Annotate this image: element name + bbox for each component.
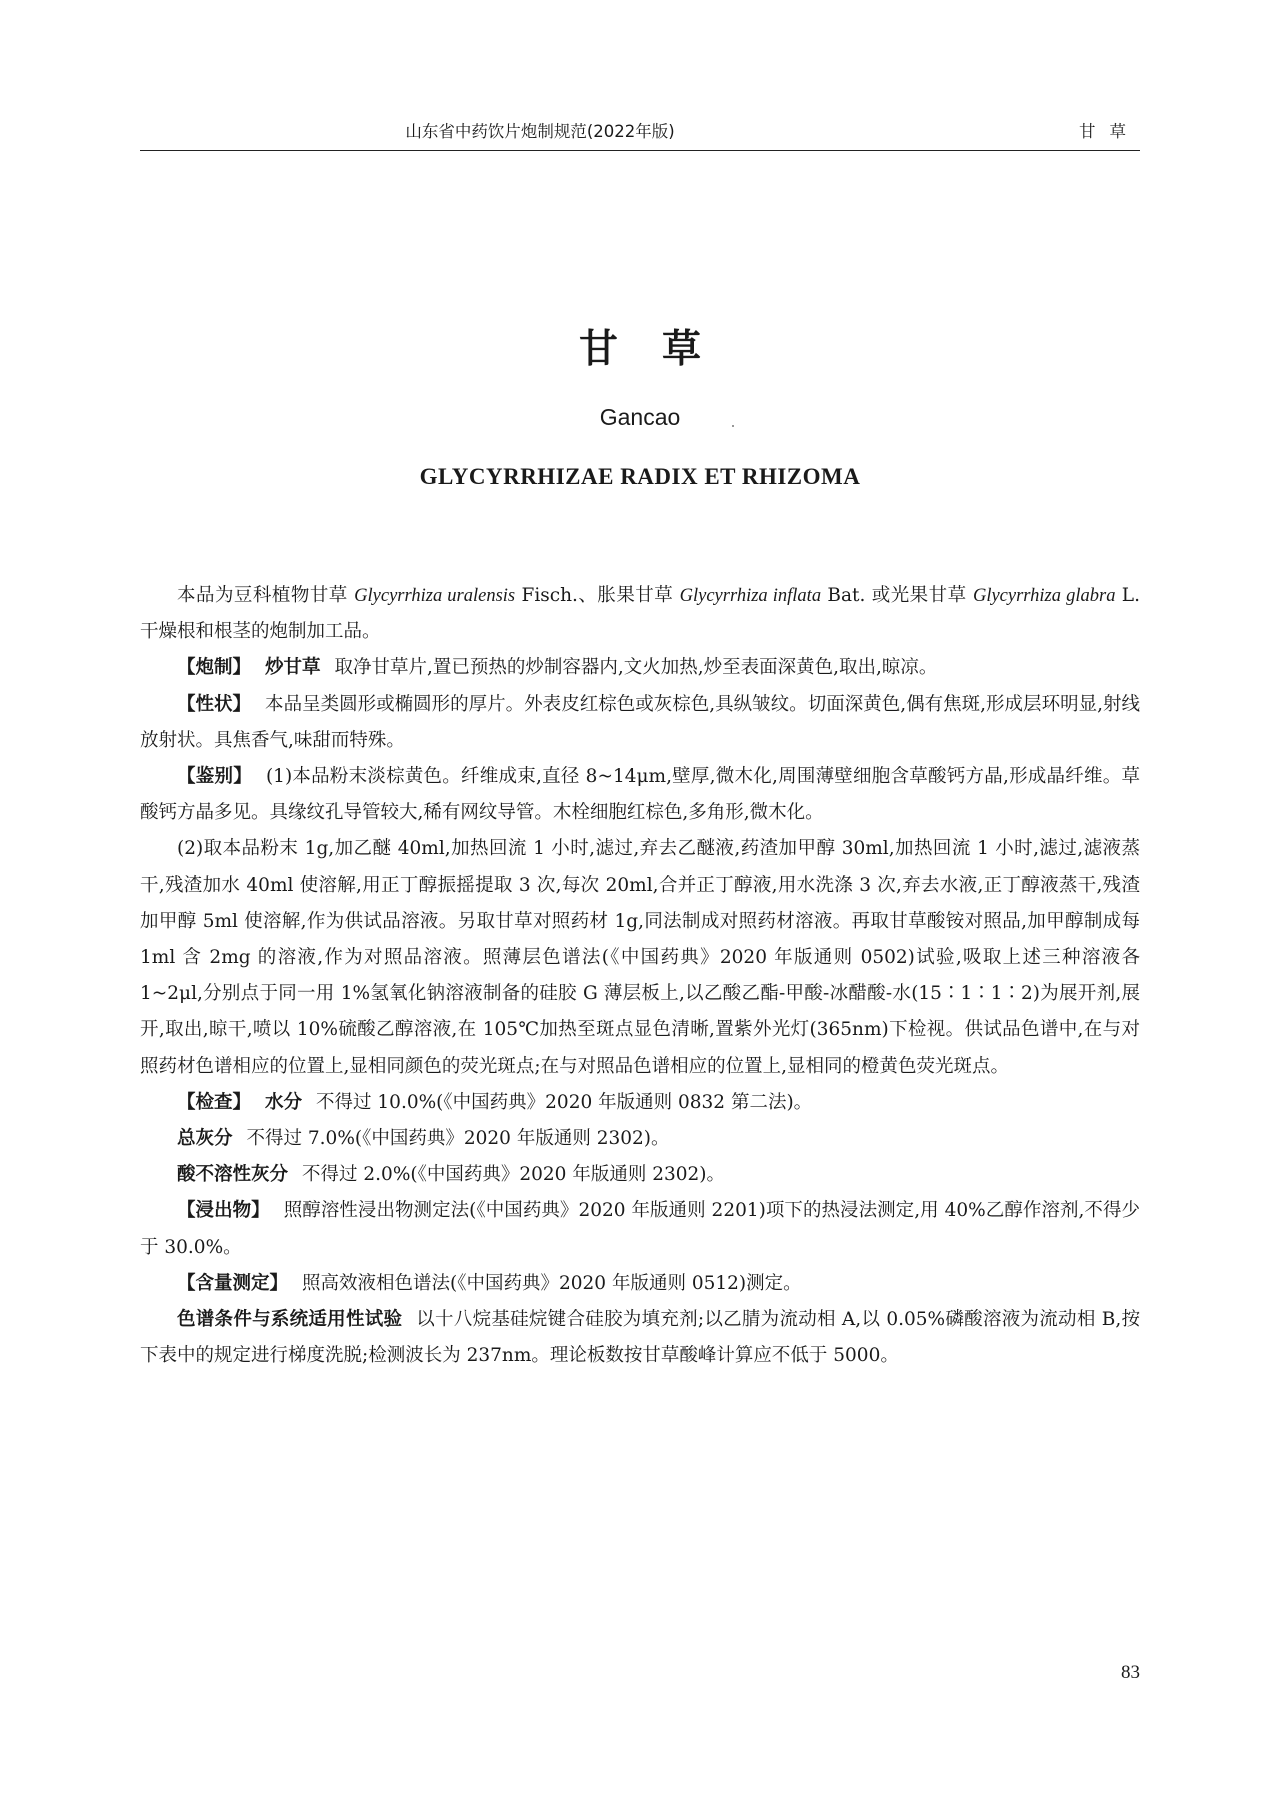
header-section-name: 甘草 <box>1079 122 1140 141</box>
assay-paragraph <box>140 1266 1140 1302</box>
intro-text-1: 本品为豆科植物甘草 <box>177 585 355 606</box>
inspection-item-name: 总灰分 <box>177 1128 233 1150</box>
assay-text: 照高效液相色谱法(《中国药典》2020 年版通则 0512)测定。 <box>302 1272 802 1294</box>
inspection-item-name: 水分 <box>265 1091 303 1113</box>
intro-text-3: Bat. 或光果甘草 <box>821 585 973 606</box>
intro-text-4: L. 干燥根和根茎的炮制加工品。 <box>140 585 1140 643</box>
page-number: 83 <box>1121 1662 1140 1683</box>
stray-dot <box>732 425 734 427</box>
monograph-body <box>140 578 1140 1374</box>
extract-label: 【浸出物】 <box>177 1200 270 1222</box>
inspection-item-text: 不得过 2.0%(《中国药典》2020 年版通则 2302)。 <box>302 1164 726 1186</box>
title-chinese: 甘草 <box>578 327 745 372</box>
assay-conditions-paragraph <box>140 1302 1140 1374</box>
intro-paragraph <box>140 578 1140 650</box>
processing-item: 炒甘草 <box>265 657 321 679</box>
description-text: 本品呈类圆形或椭圆形的厚片。外表皮红棕色或灰棕色,具纵皱纹。切面深黄色,偶有焦斑,形成层环明显,射线放射状。具焦香气,味甜而特殊。 <box>140 693 1140 751</box>
assay-conditions-label: 色谱条件与系统适用性试验 <box>177 1309 403 1331</box>
assay-label: 【含量测定】 <box>177 1272 289 1294</box>
description-paragraph <box>140 687 1140 759</box>
inspection-paragraph-acid-ash <box>140 1157 1140 1193</box>
identification-label: 【鉴别】 <box>177 766 252 788</box>
intro-text-2: Fisch.、胀果甘草 <box>515 585 680 606</box>
inspection-item-name: 酸不溶性灰分 <box>177 1164 289 1186</box>
extract-text: 照醇溶性浸出物测定法(《中国药典》2020 年版通则 2201)项下的热浸法测定,用 40%乙醇作溶剂,不得少于 30.0%。 <box>140 1200 1140 1258</box>
assay-conditions-text: 以十八烷基硅烷键合硅胶为填充剂;以乙腈为流动相 A,以 0.05%磷酸溶液为流动相 B,按下表中的规定进行梯度洗脱;检测波长为 237nm。理论板数按甘草酸峰计算应不低于 5000。 <box>140 1309 1140 1367</box>
inspection-label: 【检查】 <box>177 1091 252 1113</box>
inspection-paragraph-moisture <box>140 1085 1140 1121</box>
title-latin: GLYCYRRHIZAE RADIX ET RHIZOMA <box>419 464 861 489</box>
extract-paragraph <box>140 1193 1140 1265</box>
running-header <box>140 112 1140 144</box>
processing-text: 取净甘草片,置已预热的炒制容器内,文火加热,炒至表面深黄色,取出,晾凉。 <box>334 657 938 679</box>
inspection-paragraph-total-ash <box>140 1121 1140 1157</box>
inspection-item-text: 不得过 7.0%(《中国药典》2020 年版通则 2302)。 <box>246 1128 670 1150</box>
description-label: 【性状】 <box>177 693 252 715</box>
identification-text-2: (2)取本品粉末 1g,加乙醚 40ml,加热回流 1 小时,滤过,弃去乙醚液,药渣加甲醇 30ml,加热回流 1 小时,滤过,滤液蒸干,残渣加水 40ml 使溶解,用正丁醇振摇提取 3 次,每次 20ml,合并正丁醇液,用水洗涤 3 次,弃去水液,正丁醇液蒸干,残渣加甲醇 5ml 使溶解,作为供试品溶液。另取甘草对照药材 1g,同法制成对照药材溶液。再取甘草酸铵对照品,加甲醇制成每 1ml 含 2mg 的溶液,作为对照品溶液。照薄层色谱法(《中国药典》2020 年版通则 0502)试验,吸取上述三种溶液各 1~2μl,分别点于同一用 1%氢氧化钠溶液制备的硅胶 G 薄层板上,以乙酸乙酯-甲酸-冰醋酸-水(15∶1∶1∶2)为展开剂,展开,取出,晾干,喷以 10%硫酸乙醇溶液,在 105℃加热至斑点显色清晰,置紫外光灯(365nm)下检视。供试品色谱中,在与对照药材色谱相应的位置上,显相同颜色的荧光斑点;在与对照品色谱相应的位置上,显相同的橙黄色荧光斑点。 <box>140 838 1140 1077</box>
inspection-item-text: 不得过 10.0%(《中国药典》2020 年版通则 0832 第二法)。 <box>316 1091 813 1113</box>
header-rule <box>140 150 1140 151</box>
title-pinyin: Gancao <box>599 404 681 430</box>
identification-text-1: (1)本品粉末淡棕黄色。纤维成束,直径 8~14μm,壁厚,微木化,周围薄壁细胞含草酸钙方晶,形成晶纤维。草酸钙方晶多见。具缘纹孔导管较大,稀有网纹导管。木栓细胞红棕色,多角形,微木化。 <box>140 766 1140 824</box>
book-title: 山东省中药饮片炮制规范(2022年版) <box>405 122 675 141</box>
processing-paragraph <box>140 650 1140 686</box>
intro-latin-2: Glycyrrhiza inflata <box>679 586 822 606</box>
processing-label: 【炮制】 <box>177 657 252 679</box>
intro-latin-3: Glycyrrhiza glabra <box>972 586 1116 606</box>
identification-paragraph-2 <box>140 831 1140 1084</box>
identification-paragraph-1 <box>140 759 1140 831</box>
intro-latin-1: Glycyrrhiza uralensis <box>354 586 516 606</box>
